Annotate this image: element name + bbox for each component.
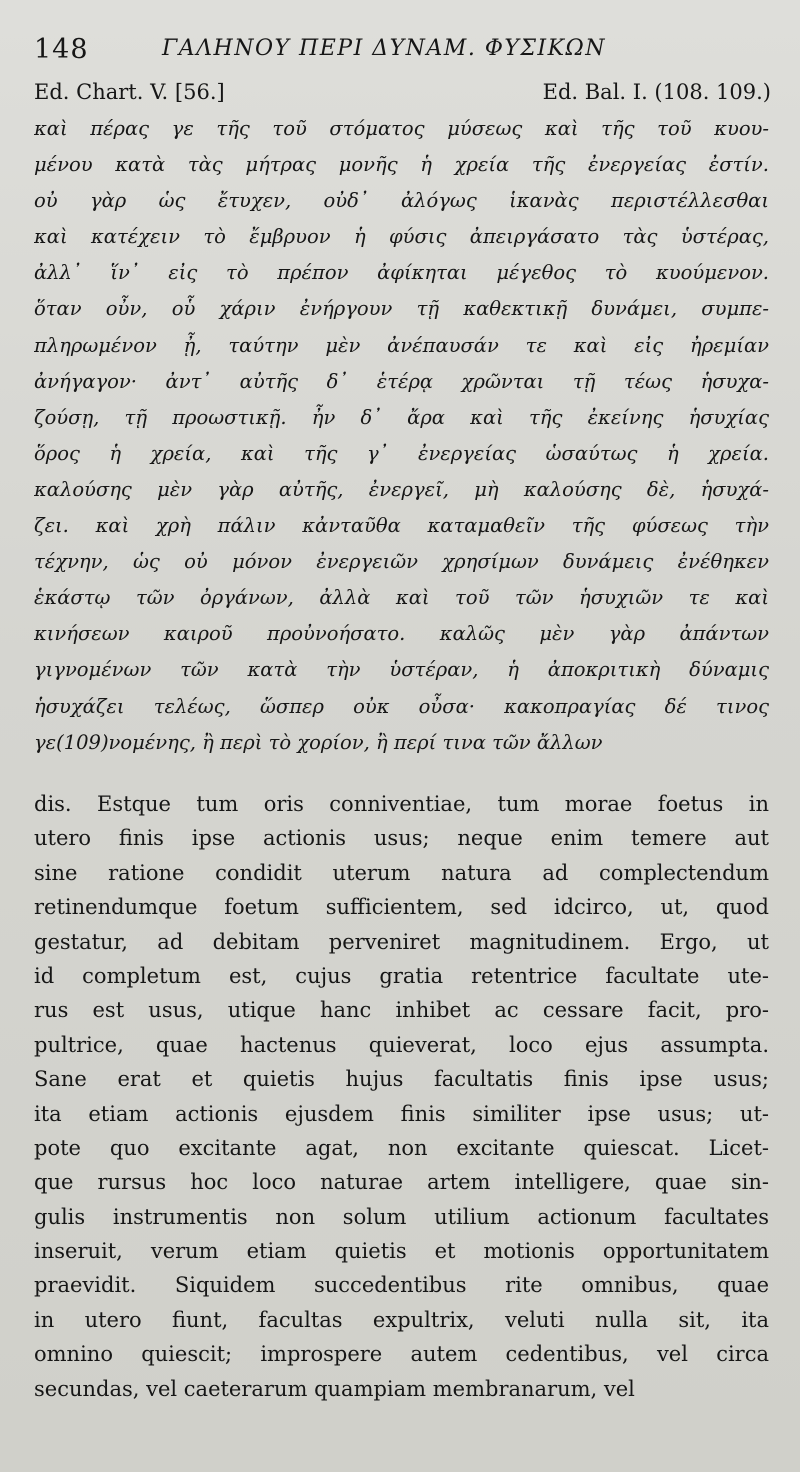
latin-text-line: gulis instrumentis non solum utilium actionum facultates xyxy=(34,1204,769,1229)
latin-text-line: id completum est, cujus gratia retentrice facultate ute- xyxy=(34,963,769,988)
greek-text-line: ὅταν οὖν, οὗ χάριν ἐνήργουν τῇ καθεκτικῇ δυνάμει, συμπε- xyxy=(34,297,769,321)
latin-text-line: Sane erat et quietis hujus facultatis finis ipse usus; xyxy=(34,1067,769,1092)
edition-ref-chartier: Ed. Chart. V. [56.] xyxy=(34,80,225,104)
edition-ref-basel: Ed. Bal. I. (108. 109.) xyxy=(542,80,771,104)
latin-text-line: que rursus hoc loco naturae artem intelligere, quae sin- xyxy=(34,1170,769,1195)
page-number: 148 xyxy=(34,34,89,65)
greek-text-line: ἡσυχάζει τελέως, ὥσπερ οὐκ οὖσα· κακοπραγίας δέ τινος xyxy=(34,694,769,718)
greek-text-line: ζούσῃ, τῇ προωστικῇ. ἦν δ᾽ ἄρα καὶ τῆς ἐκείνης ἡσυχίας xyxy=(34,405,769,429)
greek-text-line: καὶ πέρας γε τῆς τοῦ στόματος μύσεως καὶ τῆς τοῦ κυου- xyxy=(34,117,769,140)
latin-text-line: utero finis ipse actionis usus; neque enim temere aut xyxy=(34,826,769,851)
latin-text-line: inseruit, verum etiam quietis et motionis opportunitatem xyxy=(34,1239,769,1264)
latin-text-line: ita etiam actionis ejusdem finis similiter ipse usus; ut- xyxy=(34,1101,769,1126)
greek-text-line: γιγνομένων τῶν κατὰ τὴν ὑστέραν, ἡ ἀποκριτικὴ δύναμις xyxy=(34,658,769,682)
greek-text-line: ὅρος ἡ χρεία, καὶ τῆς γ᾽ ἐνεργείας ὡσαύτως ἡ χρεία. xyxy=(34,441,769,465)
greek-text-line: κινήσεων καιροῦ προὐνοήσατο. καλῶς μὲν γὰρ ἀπάντων xyxy=(34,622,769,646)
latin-text-line: dis. Estque tum oris conniventiae, tum morae foetus in xyxy=(34,792,769,816)
page-header xyxy=(34,34,774,68)
greek-text-line: γε(109)νομένης, ἢ περὶ τὸ χορίον, ἢ περί τινα τῶν ἄλλων xyxy=(34,730,603,754)
greek-text-line: καλούσης μὲν γὰρ αὐτῆς, ἐνεργεῖ, μὴ καλούσης δὲ, ἡσυχά- xyxy=(34,477,769,501)
greek-text-line: ἑκάστῳ τῶν ὀργάνων, ἀλλὰ καὶ τοῦ τῶν ἡσυχιῶν τε καὶ xyxy=(34,586,769,610)
latin-text-line: omnino quiescit; improspere autem cedentibus, vel circa xyxy=(34,1342,769,1367)
latin-text-block xyxy=(34,787,769,1406)
greek-text-line: οὐ γὰρ ὡς ἔτυχεν, οὐδ᾽ ἀλόγως ἱκανὰς περιστέλλεσθαι xyxy=(34,189,769,213)
latin-text-line: in utero fiunt, facultas expultrix, veluti nulla sit, ita xyxy=(34,1307,769,1332)
latin-text-line: pote quo excitante agat, non excitante quiescat. Licet- xyxy=(34,1135,769,1160)
latin-text-line: rus est usus, utique hanc inhibet ac cessare facit, pro- xyxy=(34,998,769,1023)
latin-text-line: secundas, vel caeterarum quampiam membranarum, vel xyxy=(34,1376,635,1401)
greek-text-line: πληρωμένον ᾖ, ταύτην μὲν ἀνέπαυσάν τε καὶ εἰς ἠρεμίαν xyxy=(34,333,769,357)
latin-text-line: praevidit. Siquidem succedentibus rite omnibus, quae xyxy=(34,1273,769,1298)
greek-text-line: ἀνήγαγον· ἀντ᾽ αὐτῆς δ᾽ ἑτέρᾳ χρῶνται τῇ τέως ἡσυχα- xyxy=(34,369,769,393)
latin-text-line: retinendumque foetum sufficientem, sed idcirco, ut, quod xyxy=(34,895,769,920)
greek-text-line: τέχνην, ὡς οὐ μόνον ἐνεργειῶν χρησίμων δυνάμεις ἐνέθηκεν xyxy=(34,550,769,574)
greek-text-line: μένου κατὰ τὰς μήτρας μονῆς ἡ χρεία τῆς ἐνεργείας ἐστίν. xyxy=(34,153,769,177)
greek-text-line: ἀλλ᾽ ἵν᾽ εἰς τὸ πρέπον ἀφίκηται μέγεθος τὸ κυούμενον. xyxy=(34,261,769,285)
greek-text-line: καὶ κατέχειν τὸ ἔμβρυον ἡ φύσις ἀπειργάσατο τὰς ὑστέρας, xyxy=(34,225,769,249)
greek-text-block xyxy=(34,111,769,761)
edition-references xyxy=(34,80,771,108)
running-title: ΓΑΛΗΝΟΥ ΠΕΡΙ ΔΥΝΑΜ. ΦΥΣΙΚΩΝ xyxy=(162,36,607,61)
latin-text-line: pultrice, quae hactenus quieverat, loco ejus assumpta. xyxy=(34,1032,769,1057)
greek-text-line: ζει. καὶ χρὴ πάλιν κἀνταῦθα καταμαθεῖν τῆς φύσεως τὴν xyxy=(34,514,769,538)
latin-text-line: gestatur, ad debitam perveniret magnitudinem. Ergo, ut xyxy=(34,929,769,954)
latin-text-line: sine ratione condidit uterum natura ad complectendum xyxy=(34,860,769,885)
